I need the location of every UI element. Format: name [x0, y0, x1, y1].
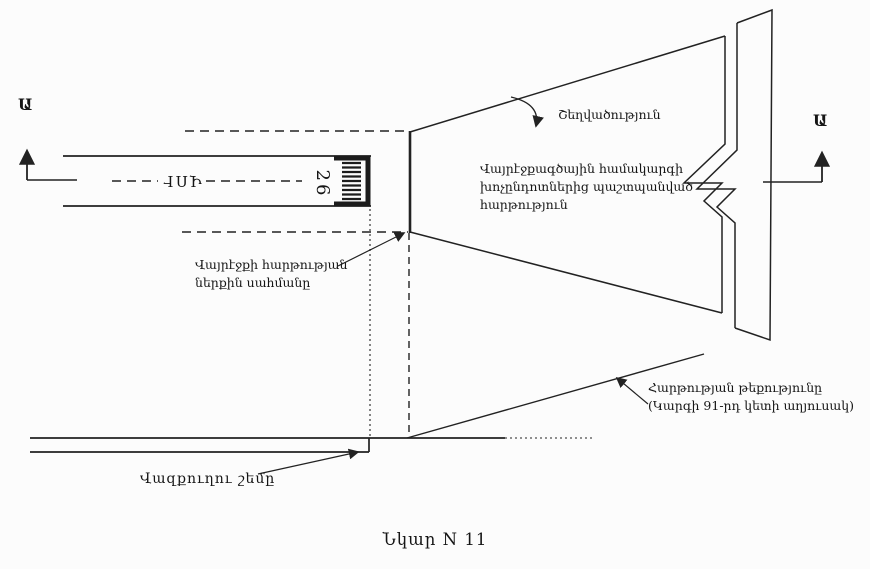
surface-end-strip: [735, 10, 772, 340]
inner-boundary-label-line2: ներքին սահմանը: [195, 274, 311, 290]
surface-slope-label: [648, 379, 854, 415]
figure-caption: Նկար N 11: [382, 530, 488, 549]
protected-surface-label-line1: Վայրէջքագծային համակարգի: [480, 161, 684, 176]
runway-designator-label: ՎՈՒ: [162, 172, 202, 190]
protected-surface-label: [480, 160, 693, 214]
surface-bottom-edge: [410, 232, 722, 313]
ground-profile: [30, 438, 592, 452]
axis-left-label: Ա: [18, 95, 33, 114]
threshold-hatch-marks: [342, 163, 361, 199]
protected-surface-label-line3: հարթություն: [480, 197, 568, 212]
deviation-label: Շեղվածություն: [558, 107, 661, 122]
runway-threshold-number: 26: [312, 169, 333, 199]
axis-right-label: Ա: [813, 111, 828, 130]
break-line-right: [697, 23, 737, 328]
inner-boundary-label: [195, 256, 347, 291]
surface-slope-label-line2: (Կարգի 91-րդ կետի աղյուսակ): [648, 398, 854, 413]
protected-surface-label-line2: խոչընդոտներից պաշտպանված: [480, 179, 693, 194]
runway-threshold-label: Վազքուղու շեմը: [140, 471, 276, 487]
leader-inner-boundary: [338, 233, 404, 266]
inner-boundary-label-line1: Վայրէջքի հարթության: [195, 257, 348, 272]
surface-slope-label-line1: Հարթության թեքությունը: [648, 380, 823, 395]
deviation-angle-arc: [511, 97, 537, 126]
leader-surface-slope: [617, 378, 648, 404]
